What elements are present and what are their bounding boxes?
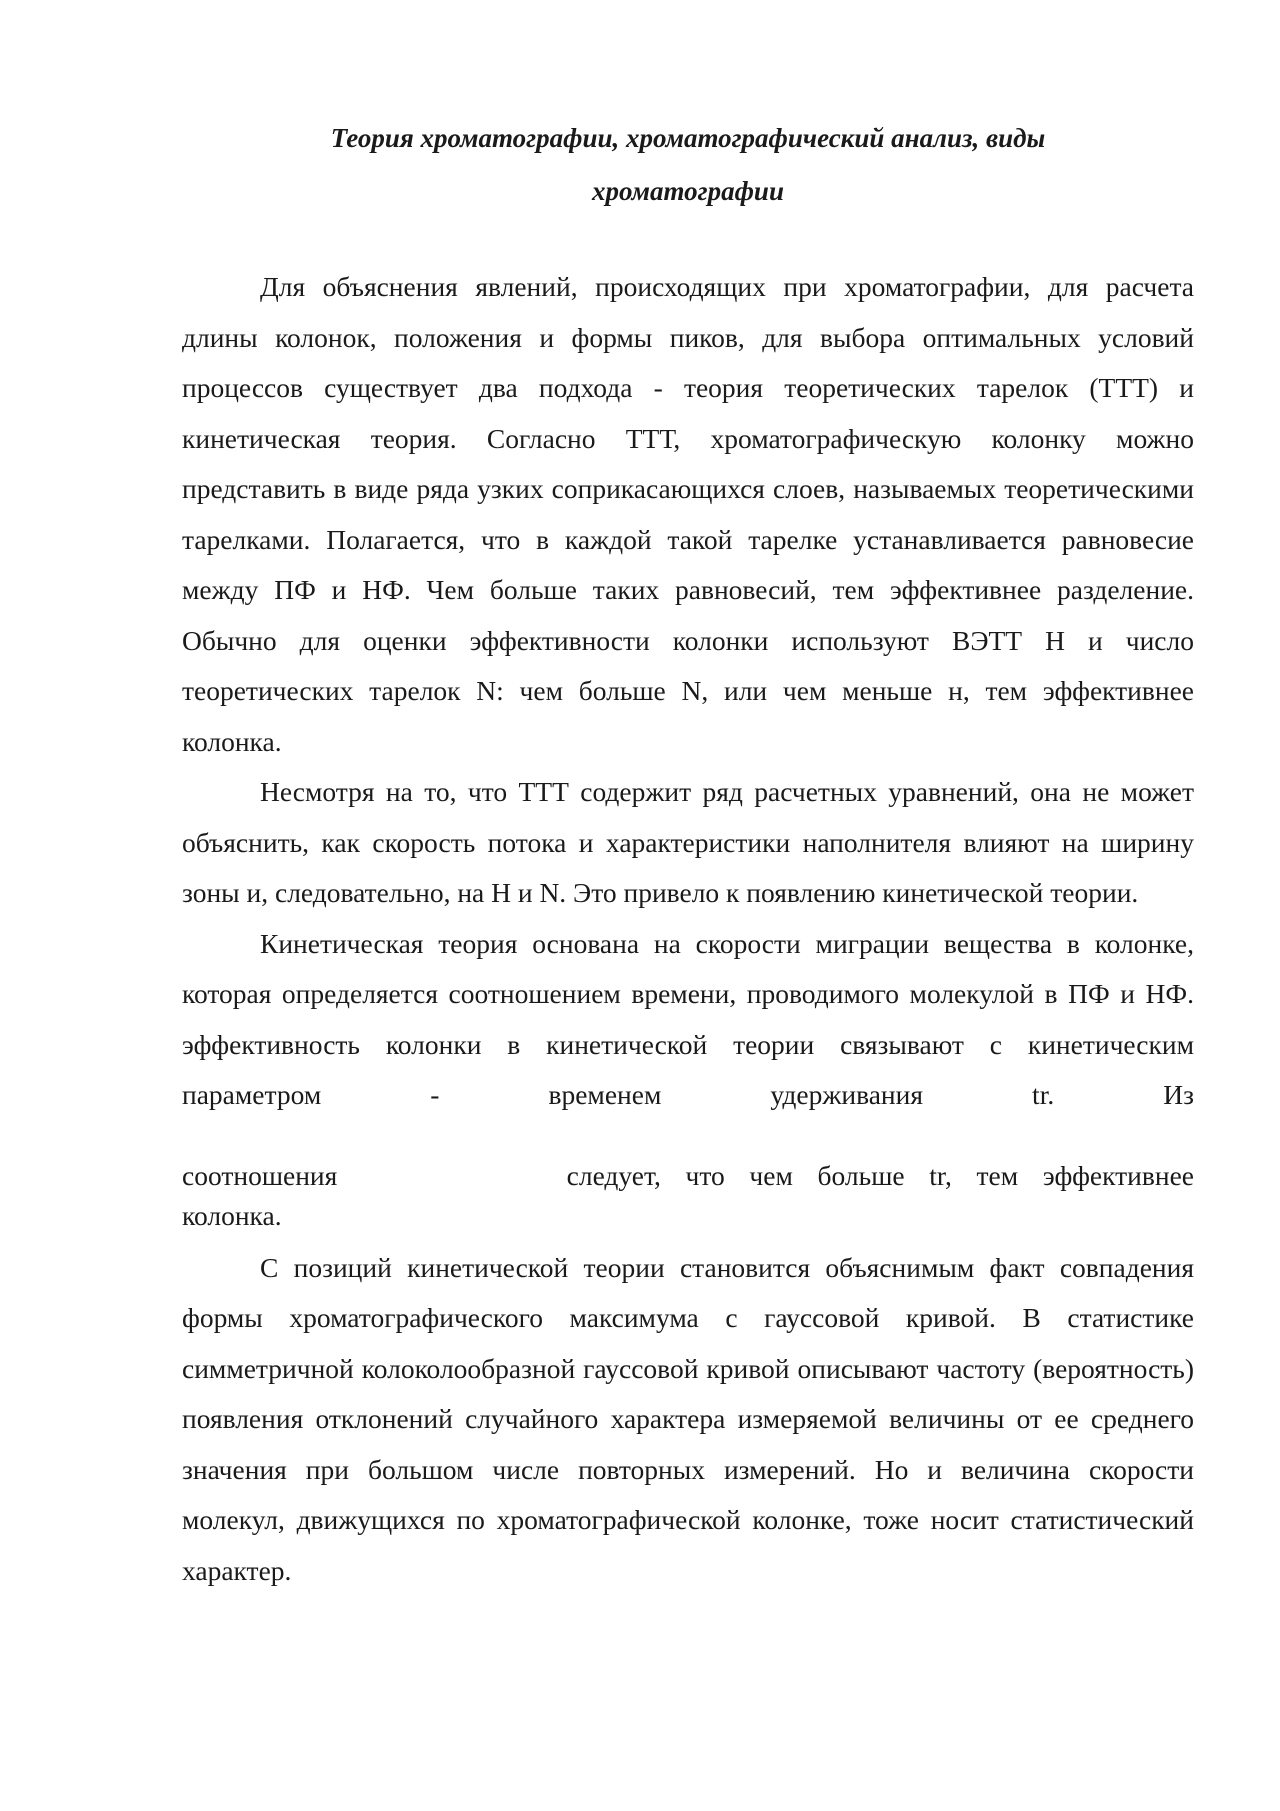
document-body: [182, 262, 1194, 1596]
formula-continuation: колонка.: [182, 1199, 282, 1231]
paragraph-1: Для объяснения явлений, происходящих при хроматографии, для расчета длины колонок, положения и формы пиков, для выбора оптимальных условий процессов существует два подхода - теория теоретических тарелок (ТТТ) и кинетическая теория. Согласно ТТТ, хроматографическую колонку можно представить в виде ряда узких соприкасающихся слоев, называемых теоретическими тарелками. Полагается, что в каждой такой тарелке устанавливается равновесие между ПФ и НФ. Чем больше таких равновесий, тем эффективнее разделение. Обычно для оценки эффективности колонки используют ВЭТТ Н и число теоретических тарелок N: чем больше N, или чем меньше н, тем эффективнее колонка.: [182, 271, 1194, 757]
paragraph-4: С позиций кинетической теории становится объяснимым факт совпадения формы хроматографического максимума с гауссовой кривой. В статистике симметричной колоколообразной гауссовой кривой описывают частоту (вероятность) появления отклонений случайного характера измеряемой величины от ее среднего значения при большом числе повторных измерений. Но и величина скорости молекул, движущихся по хроматографической колонке, тоже носит статистический характер.: [182, 1251, 1194, 1586]
formula-line: [182, 1151, 1194, 1201]
document-title: [182, 112, 1194, 218]
formula-placeholder: [362, 1151, 542, 1201]
formula-word: чем: [749, 1159, 793, 1191]
formula-word: tr,: [929, 1159, 952, 1191]
formula-word: эффективнее: [1042, 1159, 1194, 1191]
formula-word: что: [685, 1159, 725, 1191]
formula-word: тем: [976, 1159, 1019, 1191]
formula-word: следует,: [566, 1159, 661, 1191]
paragraph-3: Кинетическая теория основана на скорости миграции вещества в колонке, которая определяется соотношением времени, проводимого молекулой в ПФ и НФ. эффективность колонки в кинетической теории связывают с кинетическим параметром - временем удерживания tr. Из: [182, 927, 1194, 1110]
paragraph-2: Несмотря на то, что ТТТ содержит ряд расчетных уравнений, она не может объяснить, как скорость потока и характеристики наполнителя влияют на ширину зоны и, следовательно, на Н и N. Это привело к появлению кинетической теории.: [182, 776, 1194, 908]
formula-word: соотношения: [182, 1159, 338, 1191]
title-line-2: хроматографии: [592, 176, 784, 206]
title-line-1: Теория хроматографии, хроматографический анализ, виды: [330, 123, 1046, 153]
formula-word: больше: [817, 1159, 905, 1191]
